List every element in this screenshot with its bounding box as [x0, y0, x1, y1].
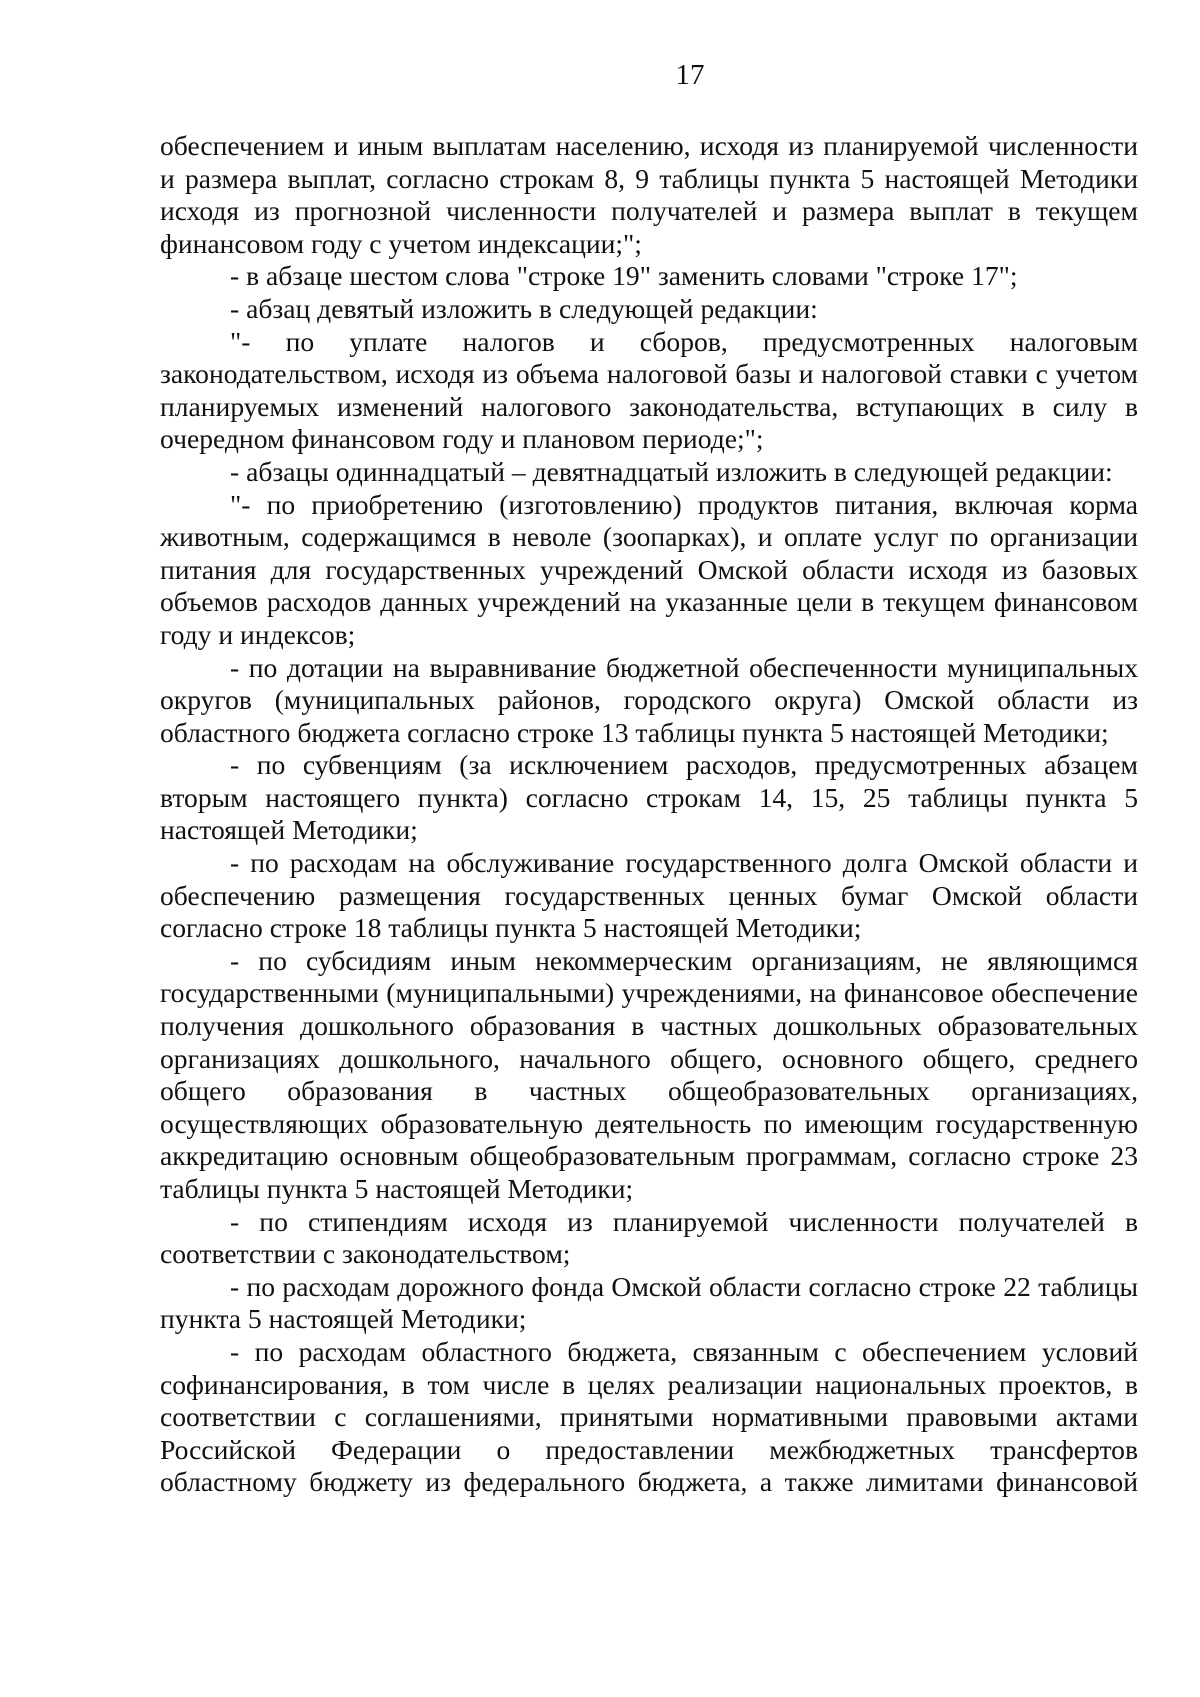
- text-line: организациях, осуществляющих образовательную деятельность по имеющим: [160, 1075, 1138, 1139]
- text-line: соответствии с законодательством;: [160, 1238, 571, 1270]
- text-line: Российской Федерации о предоставлении межбюджетных трансфертов: [160, 1433, 1138, 1465]
- text-line: - по субвенциям (за исключением расходов, предусмотренных абзацем: [230, 749, 1138, 781]
- paragraph-cofinancing: [160, 1336, 1138, 1499]
- text-line: "- по приобретению (изготовлению) продуктов питания, включая корма: [230, 488, 1138, 520]
- paragraph-food: [160, 489, 1138, 652]
- text-line: общего, среднего общего образования в частных общеобразовательных: [160, 1042, 1138, 1107]
- text-line: таблицы пункта 5 настоящей Методики;: [160, 1270, 1138, 1335]
- text-line: численности и размера выплат, согласно строкам 8, 9 таблицы пункта 5: [160, 130, 1138, 194]
- paragraph-taxes: [160, 326, 1138, 456]
- text-line: государственными (муниципальными) учреждениями, на финансовое: [160, 977, 984, 1009]
- document-body: [160, 130, 1138, 1499]
- text-line: силу в очередном финансовом году и плановом периоде;";: [160, 390, 1139, 455]
- paragraph-continuation: [160, 130, 1138, 260]
- text-line: соответствии с соглашениями, принятыми нормативными правовыми актами: [160, 1401, 1138, 1433]
- paragraph-nonprofit-subsidies: [160, 945, 1138, 1206]
- paragraph-scholarships: [160, 1206, 1138, 1271]
- text-line: "- по уплате налогов и сборов, предусмотренных налоговым: [230, 325, 1138, 357]
- text-line: объемов расходов данных учреждений на указанные цели в текущем: [160, 586, 986, 618]
- text-line: согласно строке 23 таблицы пункта 5 настоящей Методики;: [160, 1140, 1138, 1204]
- text-line: согласно строке 18 таблицы пункта 5 настоящей Методики;: [160, 912, 862, 944]
- text-line: областному бюджету из федерального бюджета, а также лимитами финансовой: [160, 1466, 1138, 1498]
- text-line: - по расходам на обслуживание государственного долга Омской области и: [230, 847, 1138, 879]
- text-line: области из областного бюджета согласно строке 13 таблицы пункта 5: [160, 684, 1138, 748]
- text-line: питания для государственных учреждений Омской области исходя из базовых: [160, 553, 1138, 585]
- text-line: образовательных организациях дошкольного, начального общего, основного: [160, 1010, 1138, 1074]
- text-line: муниципальных округов (муниципальных районов, городского округа) Омской: [160, 651, 1138, 716]
- paragraph-debt: [160, 847, 1138, 945]
- paragraph-equalization: [160, 652, 1138, 750]
- text-line: обеспечению размещения государственных ценных бумаг Омской области: [160, 879, 1138, 911]
- text-line: - по субсидиям иным некоммерческим организациям, не являющимся: [230, 944, 1138, 976]
- text-line: финансовом году и индексов;: [160, 586, 1138, 650]
- page-number: 17: [675, 59, 705, 91]
- paragraph-amend-paragraph-nine: [160, 293, 1138, 326]
- text-line: настоящей Методики;: [850, 716, 1109, 748]
- text-line: редакции:: [995, 455, 1113, 487]
- text-line: - в абзаце шестом слова "строке 19" заменить словами "строке 17";: [230, 260, 1018, 292]
- text-line: выплат в текущем финансовом году с учетом индексации;";: [160, 195, 1138, 259]
- paragraph-amend-paragraphs-11-19: [160, 456, 1138, 489]
- text-line: вторым настоящего пункта) согласно строкам 14, 15, 25 таблицы пункта 5: [160, 781, 1138, 813]
- text-line: - по стипендиям исходя из планируемой численности получателей в: [230, 1205, 1138, 1237]
- text-line: - по расходам дорожного фонда Омской области согласно строке 22: [230, 1270, 1031, 1302]
- text-line: настоящей Методики;: [160, 814, 418, 846]
- text-line: животным, содержащимся в неволе (зоопарках), и оплате услуг по организации: [160, 521, 1138, 553]
- paragraph-road-fund: [160, 1271, 1138, 1336]
- text-line: - абзацы одиннадцатый – девятнадцатый изложить в следующей: [230, 455, 989, 487]
- paragraph-subventions: [160, 749, 1138, 847]
- text-line: - по расходам областного бюджета, связанным с обеспечением условий: [230, 1335, 1138, 1367]
- text-line: учетом планируемых изменений налогового законодательства, вступающих в: [160, 358, 1138, 422]
- text-line: государственную аккредитацию основным общеобразовательным программам,: [160, 1107, 1138, 1172]
- text-line: - абзац девятый изложить в следующей редакции:: [230, 292, 818, 324]
- text-line: обеспечением и иным выплатам населению, исходя из планируемой: [160, 130, 979, 161]
- text-line: софинансирования, в том числе в целях реализации национальных проектов, в: [160, 1368, 1138, 1400]
- text-line: - по дотации на выравнивание бюджетной обеспеченности: [230, 651, 938, 683]
- text-line: обеспечение получения дошкольного образования в частных дошкольных: [160, 977, 1138, 1042]
- text-line: законодательством, исходя из объема налоговой базы и налоговой ставки с: [160, 358, 1048, 390]
- paragraph-amend-paragraph-six: [160, 260, 1138, 293]
- text-line: настоящей Методики исходя из прогнозной численности получателей и размера: [160, 162, 1138, 227]
